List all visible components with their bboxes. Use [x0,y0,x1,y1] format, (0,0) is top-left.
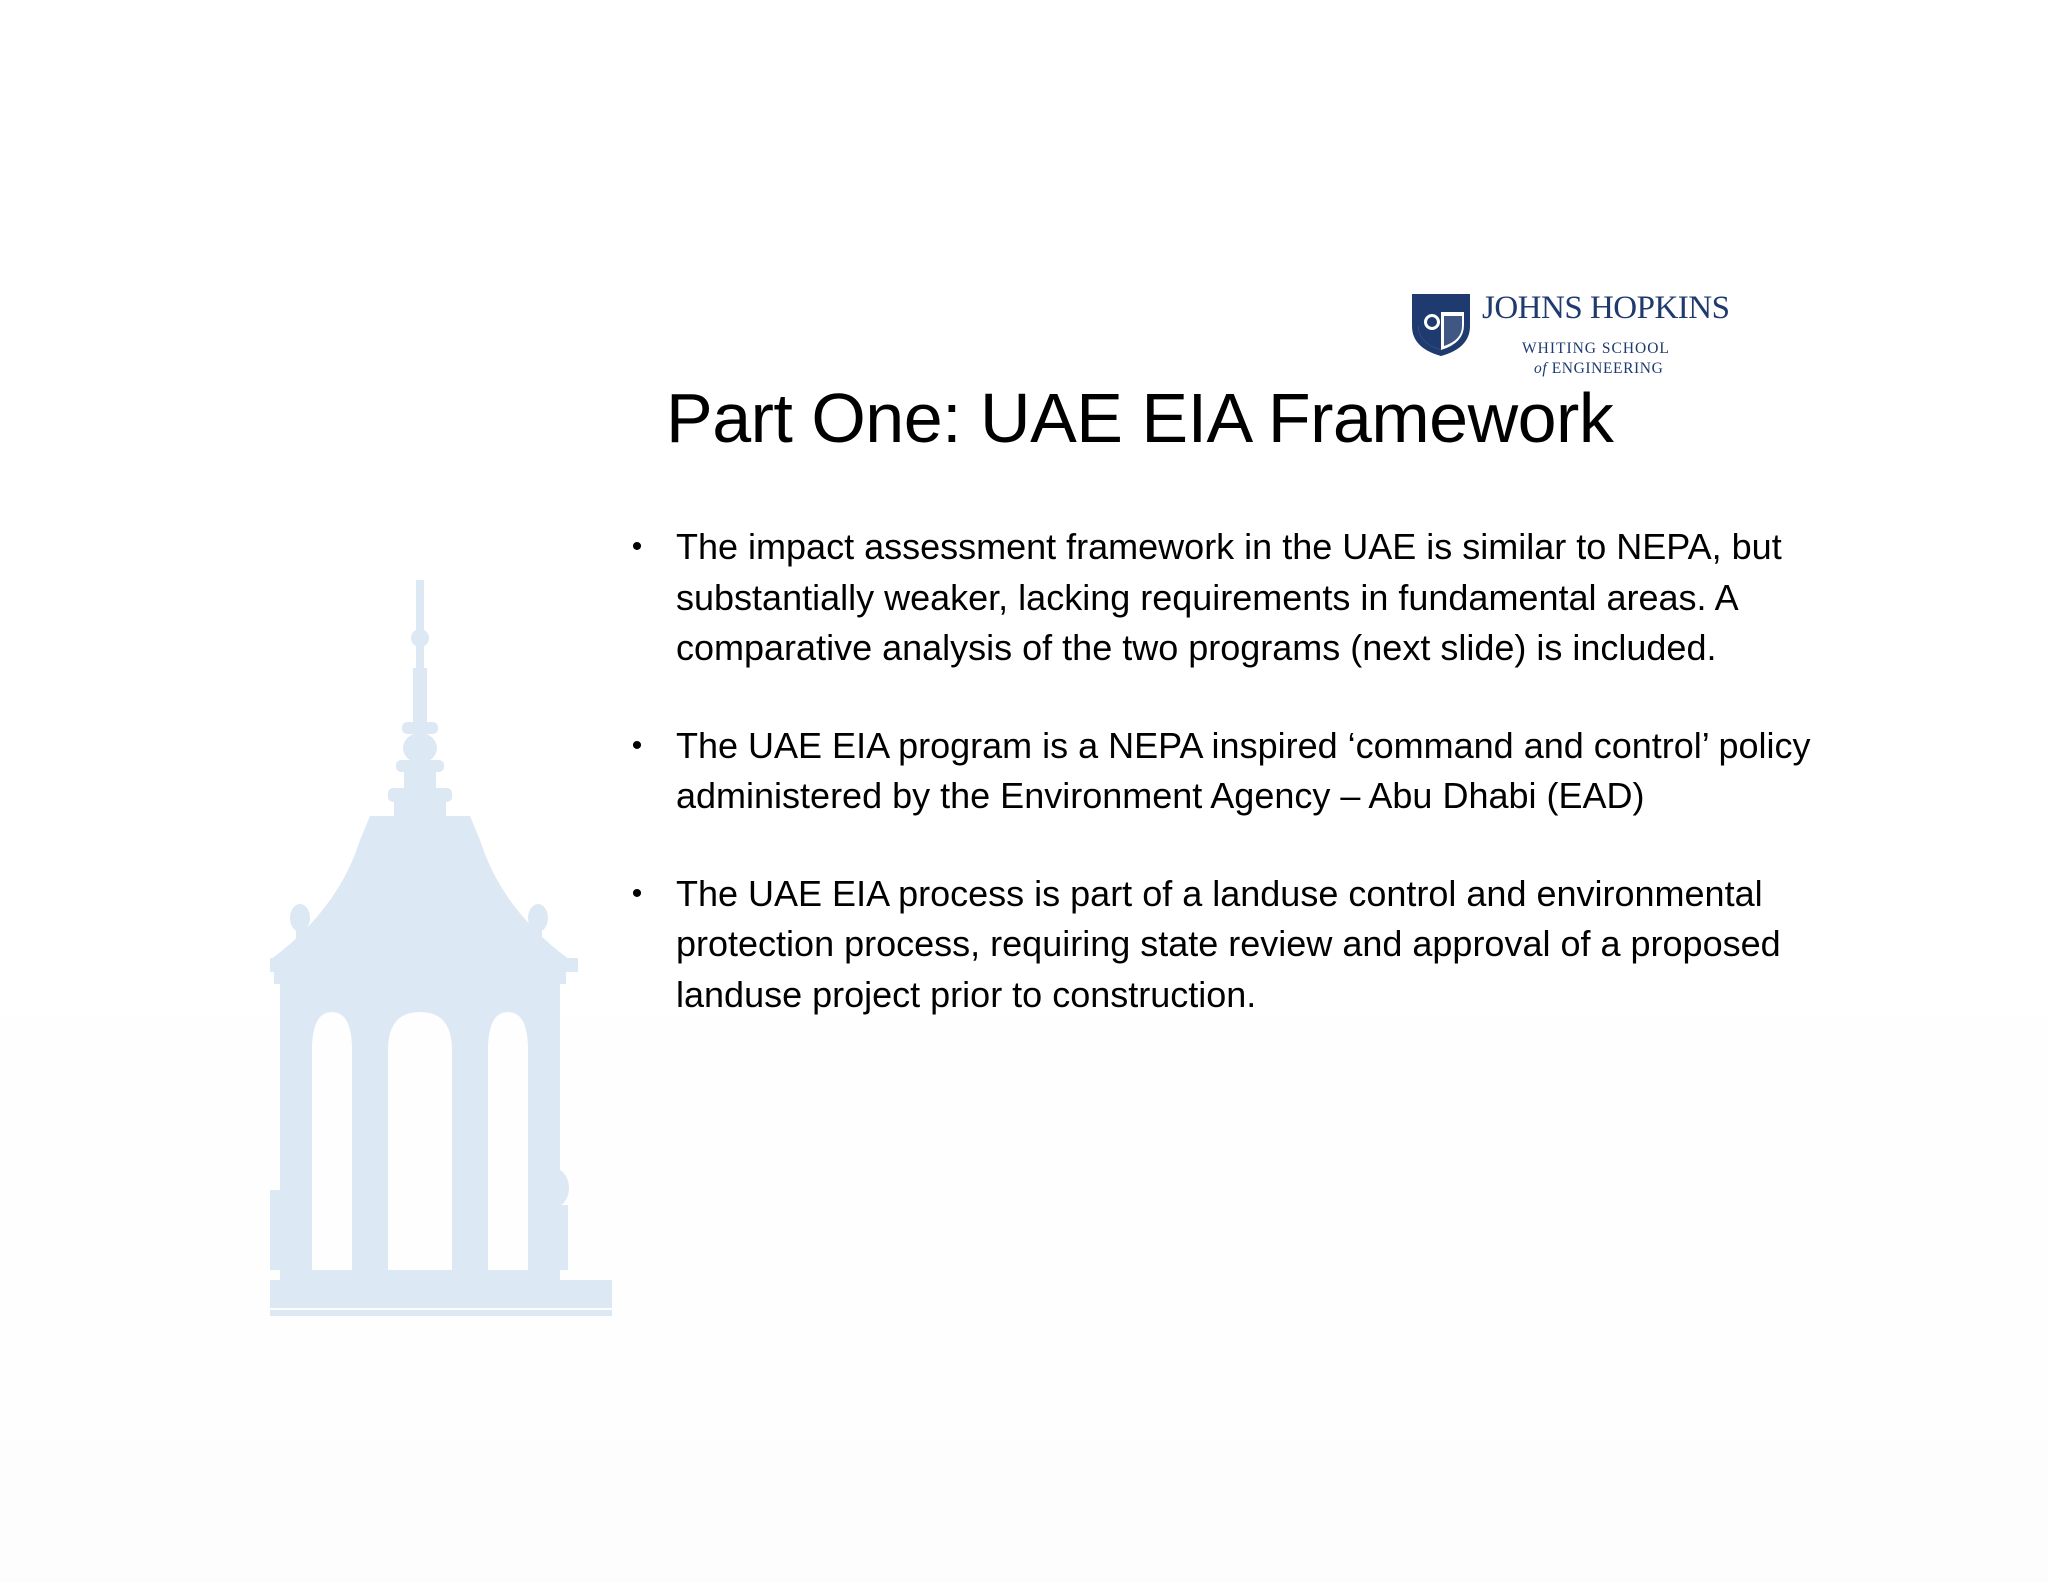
bullet-icon: • [631,728,643,762]
bullet-item [625,522,1875,674]
logo-name: JOHNS HOPKINS [1482,290,1730,326]
bullet-icon: • [631,876,643,910]
jhu-shield-icon [1410,292,1472,358]
bullet-item [625,869,1875,1021]
slide-title: Part One: UAE EIA Framework [666,379,1614,457]
logo-engineering-line [1534,360,1663,378]
bullet-item [625,721,1875,822]
bullet-text: The UAE EIA program is a NEPA inspired ‘command and control’ policy administered by the Environment Agency – Abu Dhabi (EAD) [676,724,1811,816]
jhu-logo [1410,288,1750,380]
logo-engineering-word: ENGINEERING [1547,360,1664,377]
gilman-tower-icon [270,580,630,1360]
logo-of-word: of [1534,360,1548,377]
bullet-icon: • [631,530,643,563]
bullet-text: The impact assessment framework in the UAE is similar to NEPA, but substantially weaker, lacking requirements in fundamental areas. A comparative analysis of the two programs (next slide) is included. [676,526,1782,668]
logo-school-line: WHITING SCHOOL [1522,340,1670,357]
bullet-text: The UAE EIA process is part of a landuse control and environmental protection process, requiring state review and approval of a proposed landuse project prior to construction. [676,872,1781,1015]
bullet-list [625,522,1875,1067]
